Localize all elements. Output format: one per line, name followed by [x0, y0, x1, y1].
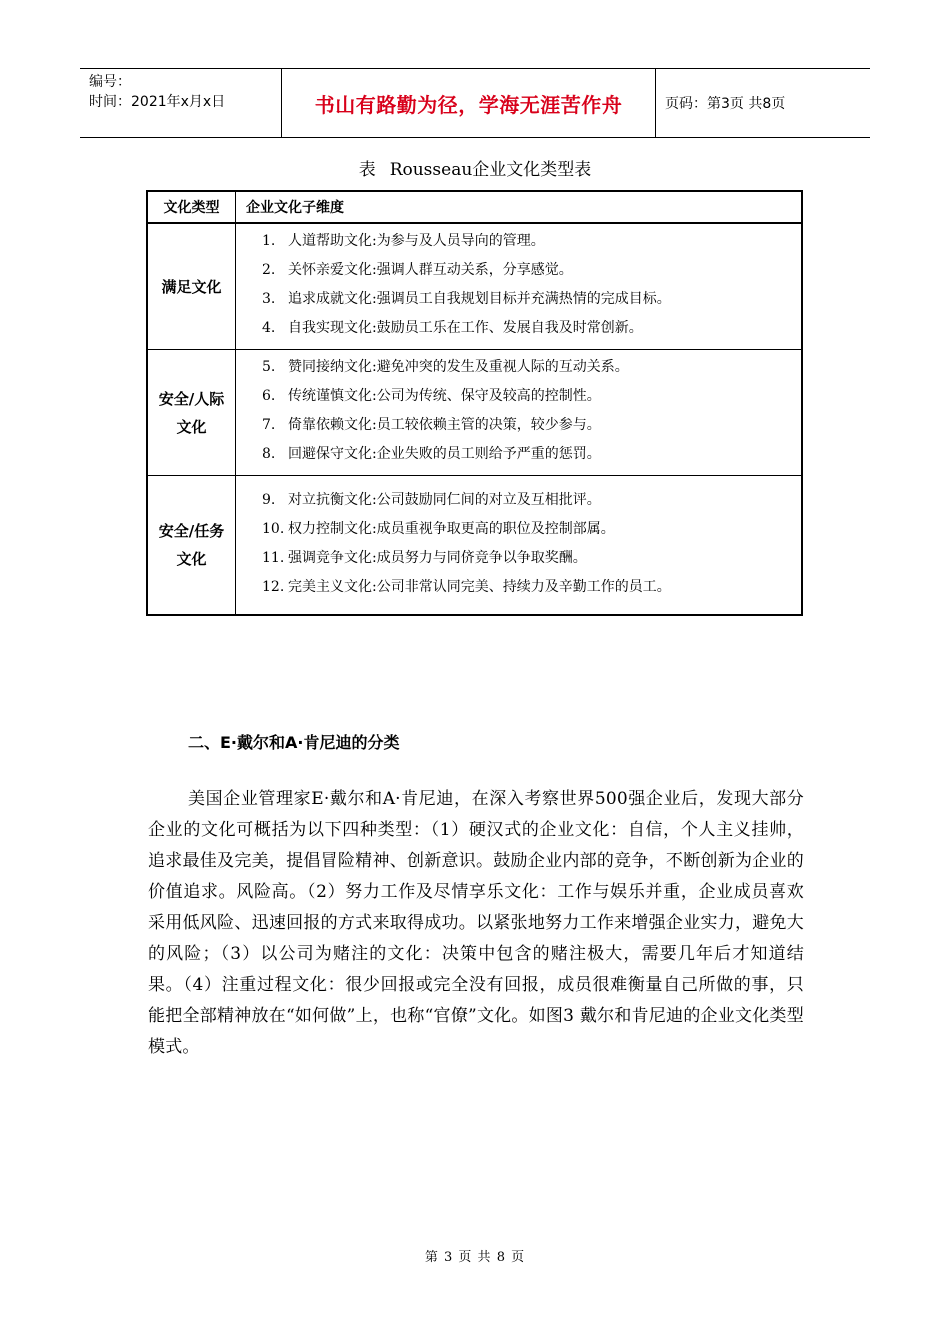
item-text: 强调竞争文化:成员努力与同侪竞争以争取奖酬。: [288, 550, 587, 566]
subdimension-item: [262, 353, 801, 382]
item-number: 8.: [262, 446, 276, 462]
culture-type-cell: [147, 223, 236, 350]
subdimension-item: [262, 314, 801, 343]
item-number: 4.: [262, 320, 276, 336]
table-header-row: [147, 191, 802, 223]
page-footer: 第 3 页 共 8 页: [424, 1250, 526, 1265]
number-label: 编号：: [89, 74, 131, 90]
item-text: 对立抗衡文化:公司鼓励同仁间的对立及互相批评。: [288, 492, 601, 508]
item-text: 追求成就文化:强调员工自我规划目标并充满热情的完成目标。: [288, 291, 671, 307]
date-label: 时间：2021年x月x日: [89, 94, 226, 110]
item-text: 倚靠依赖文化:员工较依赖主管的决策，较少参与。: [288, 417, 601, 433]
table-row: [147, 476, 802, 616]
subdimension-cell: [236, 223, 803, 350]
item-text: 自我实现文化:鼓励员工乐在工作、发展自我及时常创新。: [288, 320, 643, 336]
body-paragraph: 美国企业管理家E·戴尔和A·肯尼迪，在深入考察世界500强企业后，发现大部分企业的文化可概括为以下四种类型：（1）硬汉式的企业文化：自信，个人主义挂帅，追求最佳及完美，提倡冒险精神、创新意识。鼓励企业内部的竞争，不断创新为企业的价值追求。风险高。（2）努力工作及尽情享乐文化：工作与娱乐并重，企业成员喜欢采用低风险、迅速回报的方式来取得成功。以紧张地努力工作来增强企业实力，避免大的风险；（3）以公司为赌注的文化：决策中包含的赌注极大，需要几年后才知道结果。（4）注重过程文化：很少回报或完全没有回报，成员很难衡量自己所做的事，只能把全部精神放在“如何做”上，也称“官僚”文化。如图3 戴尔和肯尼迪的企业文化类型模式。: [148, 789, 804, 1057]
item-number: 6.: [262, 388, 276, 404]
subdimension-item: [262, 227, 801, 256]
subdimension-item: [262, 515, 801, 544]
culture-type-label: 文化: [176, 550, 207, 568]
table-row: [147, 350, 802, 476]
subdimension-item: [262, 440, 801, 469]
item-text: 完美主义文化:公司非常认同完美、持续力及辛勤工作的员工。: [288, 579, 671, 595]
column-header-subdimension: 企业文化子维度: [236, 191, 803, 223]
item-number: 9.: [262, 492, 276, 508]
item-number: 5.: [262, 359, 276, 375]
table-row: [147, 223, 802, 350]
culture-type-label: 满足文化: [161, 277, 222, 296]
page-header: [80, 68, 870, 138]
column-header-type: 文化类型: [147, 191, 236, 223]
subdimension-item: [262, 411, 801, 440]
subdimension-item: [262, 486, 801, 515]
item-number: 7.: [262, 417, 276, 433]
item-text: 传统谨慎文化:公司为传统、保守及较高的控制性。: [288, 388, 601, 404]
item-number: 12.: [262, 579, 285, 595]
item-text: 回避保守文化:企业失败的员工则给予严重的惩罚。: [288, 446, 601, 462]
item-text: 权力控制文化:成员重视争取更高的职位及控制部属。: [288, 521, 615, 537]
subdimension-item: [262, 382, 801, 411]
culture-type-cell: [147, 350, 236, 476]
culture-type-label: 安全/任务: [158, 522, 225, 540]
subdimension-item: [262, 256, 801, 285]
item-number: 3.: [262, 291, 276, 307]
item-number: 2.: [262, 262, 276, 278]
item-number: 10.: [262, 521, 285, 537]
header-page-label: 页码：第3页 共8页: [665, 96, 786, 112]
culture-type-label: 安全/人际: [158, 389, 225, 408]
item-number: 1.: [262, 233, 276, 249]
table-caption-prefix: 表: [358, 160, 376, 180]
subdimension-item: [262, 544, 801, 573]
subdimension-cell: [236, 476, 803, 616]
item-number: 11.: [262, 550, 285, 566]
culture-type-label: 文化: [176, 417, 207, 436]
culture-types-table: [146, 190, 803, 616]
item-text: 关怀亲爱文化:强调人群互动关系，分享感觉。: [288, 262, 573, 278]
culture-type-cell: [147, 476, 236, 616]
section-title: 二、E·戴尔和A·肯尼迪的分类: [188, 733, 400, 752]
header-motto: 书山有路勤为径，学海无涯苦作舟: [281, 69, 656, 137]
item-text: 赞同接纳文化:避免冲突的发生及重视人际的互动关系。: [288, 359, 629, 375]
table-caption-title: Rousseau企业文化类型表: [389, 160, 592, 180]
subdimension-item: [262, 285, 801, 314]
subdimension-cell: [236, 350, 803, 476]
header-left-cell: [80, 69, 281, 137]
table-caption: [0, 158, 950, 182]
subdimension-item: [262, 573, 801, 602]
item-text: 人道帮助文化:为参与及人员导向的管理。: [288, 233, 545, 249]
